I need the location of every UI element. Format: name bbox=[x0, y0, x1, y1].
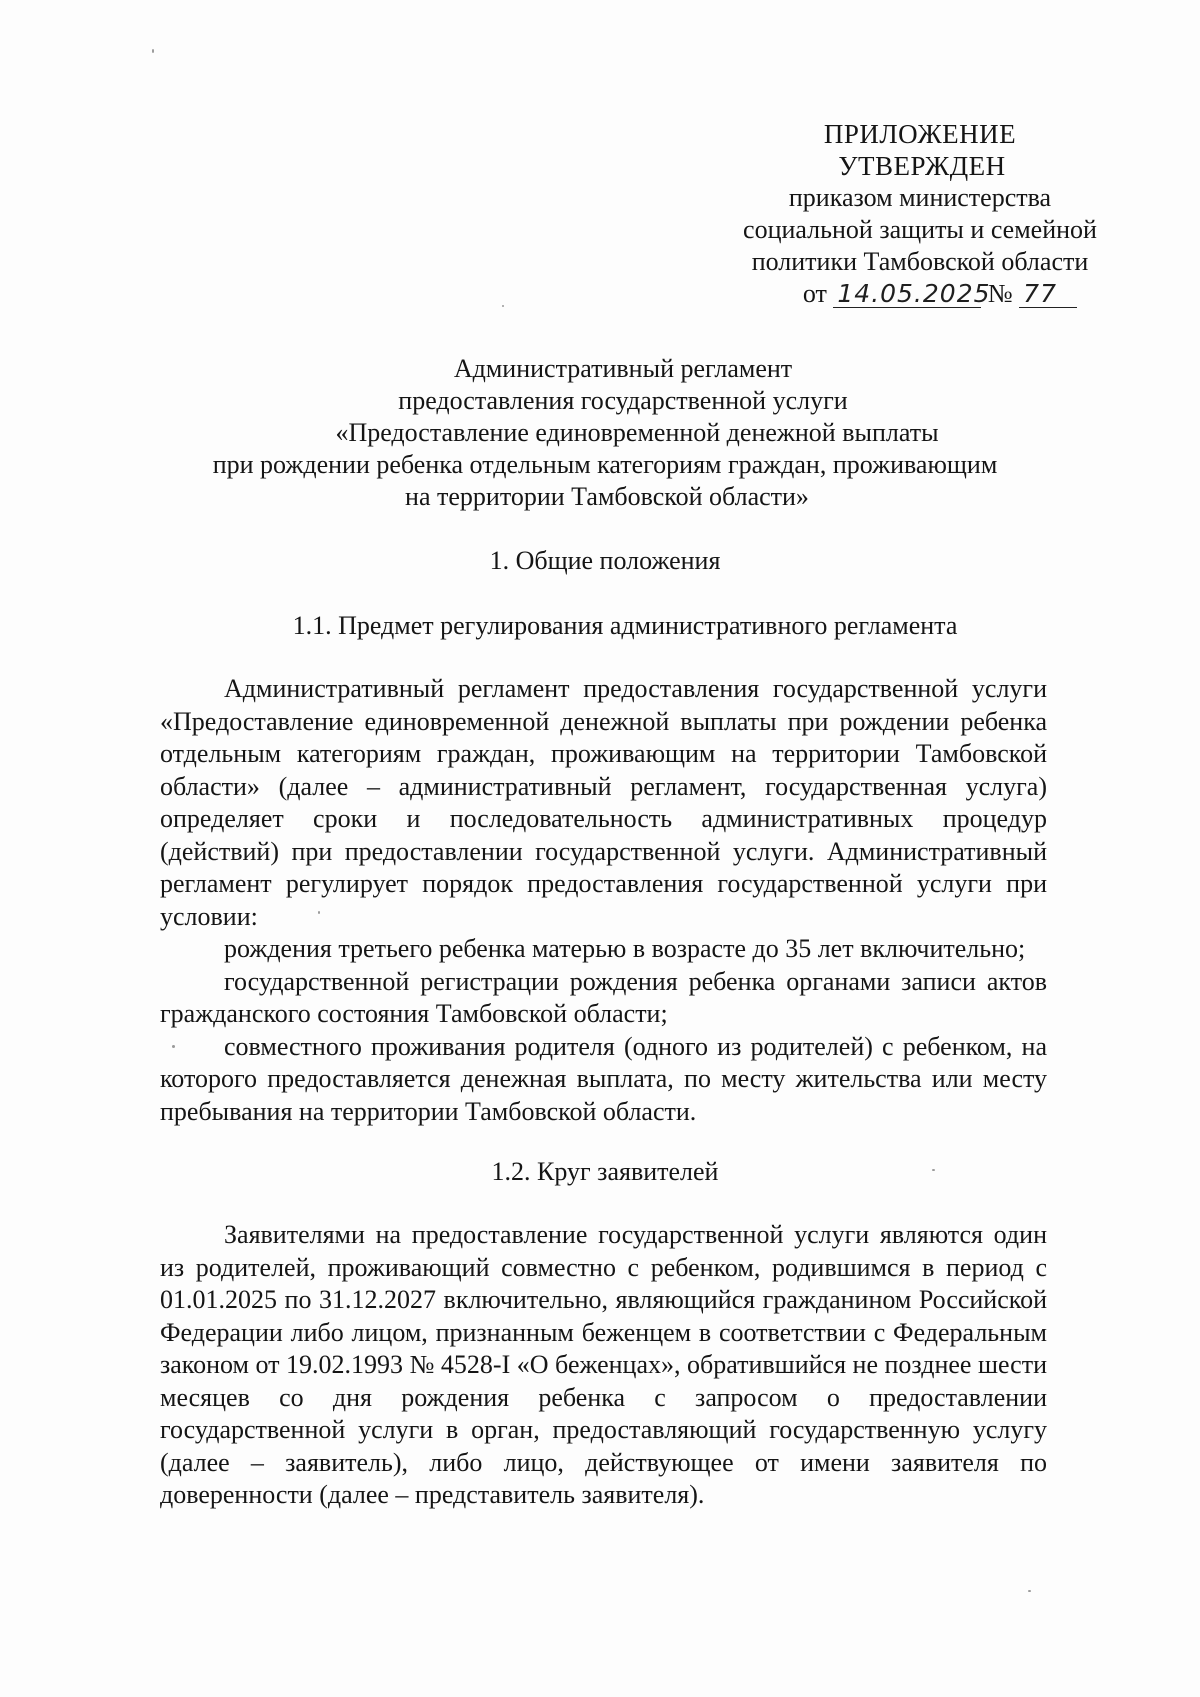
paragraph-1-1-d: совместного проживания родителя (одного из родителей) с ребенком, на которого предоставляется денежная выплата, по месту жительства или месту пребывания на территории Тамбовской области. bbox=[160, 1031, 1047, 1126]
section-1-heading: 1. Общие положения bbox=[489, 546, 721, 575]
subsection-1-1-body bbox=[160, 673, 1047, 1128]
handwritten-date: 14.05.2025 bbox=[833, 281, 981, 308]
document-title bbox=[150, 353, 1060, 513]
number-label: № bbox=[987, 279, 1013, 308]
scan-speck bbox=[932, 1169, 935, 1171]
order-date-row bbox=[740, 278, 1140, 310]
title-line-2: предоставления государственной услуги bbox=[398, 386, 848, 415]
handwritten-number: 77 bbox=[1019, 281, 1077, 308]
paragraph-1-1-b: рождения третьего ребенка матерью в возрасте до 35 лет включительно; bbox=[224, 934, 1026, 963]
order-line-2: социальной защиты и семейной bbox=[743, 215, 1097, 244]
scan-speck bbox=[318, 911, 320, 914]
paragraph-1-1-c: государственной регистрации рождения ребенка органами записи актов гражданского состояния Тамбовской области; bbox=[160, 966, 1047, 1028]
subsection-1-2-heading: 1.2. Круг заявителей bbox=[491, 1157, 719, 1186]
scan-speck bbox=[172, 1045, 175, 1048]
approval-block bbox=[700, 118, 1140, 310]
appendix-label: ПРИЛОЖЕНИЕ bbox=[823, 119, 1017, 149]
title-line-3: «Предоставление единовременной денежной выплаты bbox=[335, 418, 939, 447]
scan-speck bbox=[502, 305, 504, 307]
subsection-1-2-body bbox=[160, 1219, 1047, 1512]
scan-speck bbox=[152, 49, 154, 53]
scan-speck bbox=[1028, 1590, 1031, 1592]
title-line-4: при рождении ребенка отдельным категориям граждан, проживающим bbox=[212, 450, 998, 479]
order-line-3: политики Тамбовской области bbox=[751, 247, 1089, 276]
approved-label: УТВЕРЖДЕН bbox=[838, 151, 1006, 181]
paragraph-1-1-a: Административный регламент предоставления государственной услуги «Предоставление единовременной денежной выплаты при рождении ребенка отдельным категориям граждан, проживающим на территории Тамбовской области» (далее – административный регламент, государственная услуга) определяет сроки и последовательность административных процедур (действий) при предоставлении государственной услуги. Административный регламент регулирует порядок предоставления государственной услуги при условии: bbox=[160, 674, 1047, 931]
order-line-1: приказом министерства bbox=[788, 183, 1052, 212]
from-label: от bbox=[802, 279, 827, 308]
title-line-1: Административный регламент bbox=[453, 354, 793, 383]
paragraph-1-2-a: Заявителями на предоставление государственной услуги являются один из родителей, проживающий совместно с ребенком, родившимся в период с 01.01.2025 по 31.12.2027 включительно, являющийся гражданином Российской Федерации либо лицом, признанным беженцем в соответствии с Федеральным законом от 19.02.1993 № 4528-I «О беженцах», обратившийся не позднее шести месяцев со дня рождения ребенка с запросом о предоставлении государственной услуги в орган, предоставляющий государственную услугу (далее – заявитель), либо лицо, действующее от имени заявителя по доверенности (далее – представитель заявителя). bbox=[160, 1220, 1047, 1509]
subsection-1-1-heading: 1.1. Предмет регулирования административного регламента bbox=[292, 611, 958, 640]
title-line-5: на территории Тамбовской области» bbox=[405, 482, 809, 511]
